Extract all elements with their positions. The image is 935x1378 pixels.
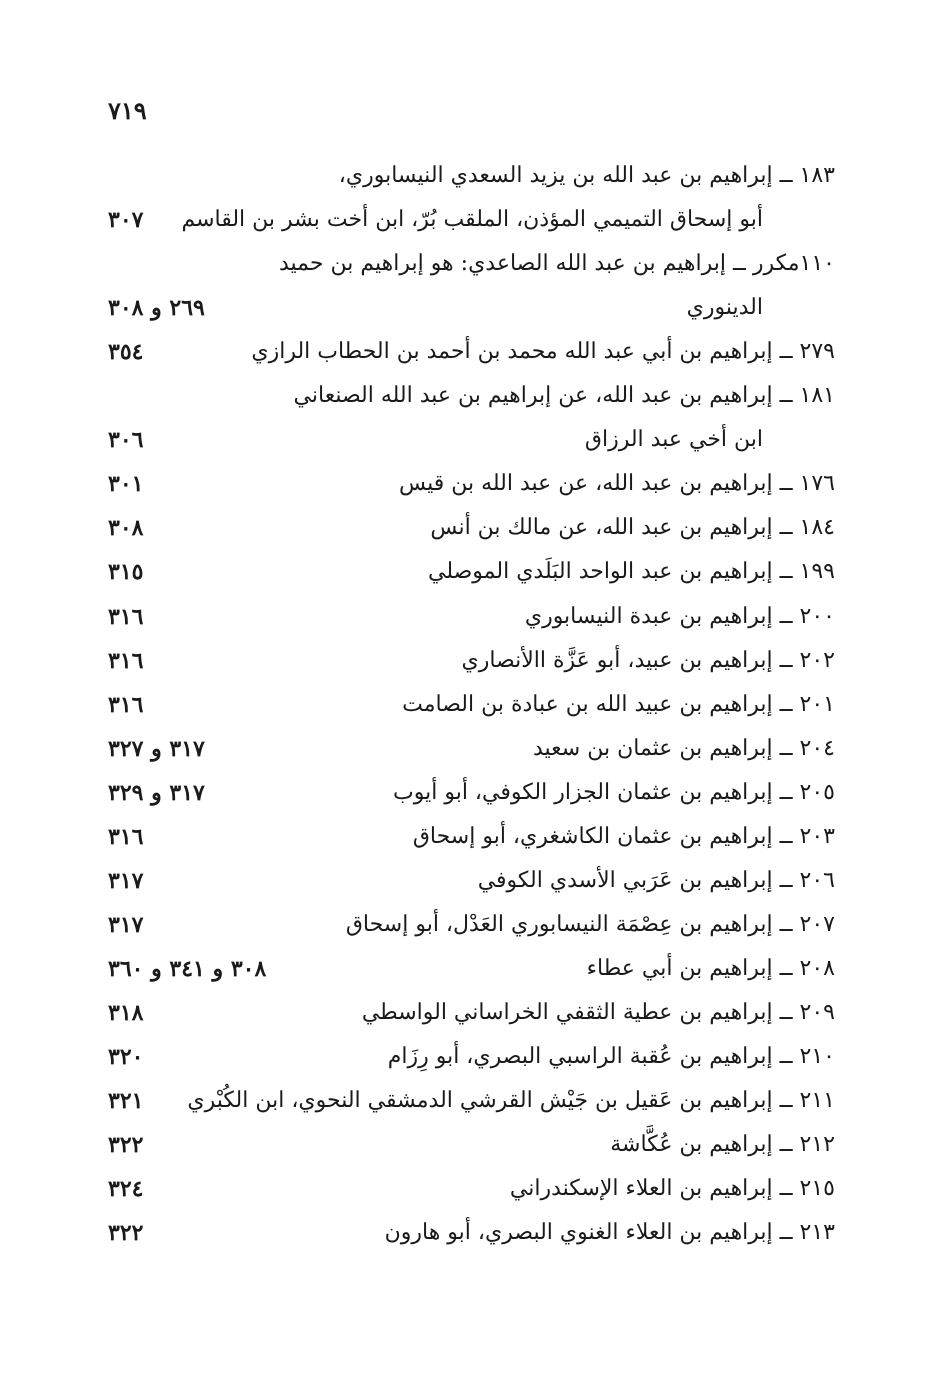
index-entry bbox=[100, 905, 835, 945]
entry-text: ٢٠٣ ــ إبراهيم بن عثمان الكاشغري، أبو إسحاق bbox=[412, 824, 835, 849]
entry-pages: ٣٢٤ bbox=[108, 1176, 144, 1202]
page-number: ٧١٩ bbox=[108, 96, 147, 125]
entry-text: ٢٠٠ ــ إبراهيم بن عبدة النيسابوري bbox=[524, 604, 835, 629]
entry-text: ٢١٣ ــ إبراهيم بن العلاء الغنوي البصري، أبو هارون bbox=[384, 1220, 835, 1245]
entry-pages: ٣١٧ و ٣٢٩ bbox=[108, 780, 205, 806]
index-entry bbox=[100, 861, 835, 901]
entry-pages: ٣١٦ bbox=[108, 824, 144, 850]
index-entry bbox=[100, 288, 835, 328]
entry-text: ٢٠٥ ــ إبراهيم بن عثمان الجزار الكوفي، أبو أيوب bbox=[393, 780, 835, 805]
index-entry bbox=[100, 508, 835, 548]
entry-text: ٢٠١ ــ إبراهيم بن عبيد الله بن عبادة بن الصامت bbox=[402, 692, 835, 717]
entry-text: ١٨٤ ــ إبراهيم بن عبد الله، عن مالك بن أنس bbox=[430, 515, 835, 540]
index-entry bbox=[100, 729, 835, 769]
entry-pages: ٣٢٢ bbox=[108, 1220, 144, 1246]
index-entry bbox=[100, 949, 835, 989]
index-entry bbox=[100, 685, 835, 725]
entry-pages: ٣١٧ و ٣٢٧ bbox=[108, 736, 205, 762]
entry-text: ١٩٩ ــ إبراهيم بن عبد الواحد البَلَدي الموصلي bbox=[428, 559, 835, 584]
index-entry bbox=[100, 1125, 835, 1165]
entry-text: ٢١٥ ــ إبراهيم بن العلاء الإسكندراني bbox=[509, 1176, 835, 1201]
index-entry bbox=[100, 993, 835, 1033]
index-entry bbox=[100, 641, 835, 681]
entry-text: ١٧٦ ــ إبراهيم بن عبد الله، عن عبد الله بن قيس bbox=[399, 471, 835, 496]
entry-pages: ٢٦٩ و ٣٠٨ bbox=[108, 295, 205, 321]
entry-pages: ٣٥٤ bbox=[108, 339, 144, 365]
index-entry bbox=[100, 156, 835, 196]
entry-text: ٢٧٩ ــ إبراهيم بن أبي عبد الله محمد بن أحمد بن الحطاب الرازي bbox=[251, 339, 835, 364]
index-entry bbox=[100, 773, 835, 813]
index-entry bbox=[100, 200, 835, 240]
entry-pages: ٣١٥ bbox=[108, 559, 144, 585]
entry-pages: ٣١٧ bbox=[108, 912, 144, 938]
entry-text: ١٨١ ــ إبراهيم بن عبد الله، عن إبراهيم بن عبد الله الصنعاني bbox=[293, 383, 835, 408]
entry-pages: ٣٢١ bbox=[108, 1088, 144, 1114]
entry-pages: ٣١٨ bbox=[108, 1000, 144, 1026]
entry-text: ابن أخي عبد الرزاق bbox=[584, 427, 763, 452]
entry-pages: ٣٠٦ bbox=[108, 427, 144, 453]
entry-pages: ٣٢٠ bbox=[108, 1044, 144, 1070]
entry-pages: ٣١٦ bbox=[108, 604, 144, 630]
entry-text: ٢٠٤ ــ إبراهيم بن عثمان بن سعيد bbox=[533, 736, 835, 761]
entry-text: ٢١١ ــ إبراهيم بن عَقيل بن جَيْش القرشي الدمشقي النحوي، ابن الكُبْري bbox=[187, 1088, 835, 1113]
entry-text: ٢١٠ ــ إبراهيم بن عُقبة الراسبي البصري، أبو رِزَام bbox=[387, 1044, 835, 1069]
entry-text: ١٨٣ ــ إبراهيم بن عبد الله بن يزيد السعدي النيسابوري، bbox=[338, 163, 835, 188]
index-entry bbox=[100, 464, 835, 504]
entry-text: الدينوري bbox=[686, 295, 763, 320]
entry-pages: ٣٠١ bbox=[108, 471, 144, 497]
index-entry bbox=[100, 1213, 835, 1253]
entry-pages: ٣١٦ bbox=[108, 692, 144, 718]
entry-text: ٢٠٨ ــ إبراهيم بن أبي عطاء bbox=[586, 956, 835, 981]
entry-pages: ٣٠٨ و ٣٤١ و ٣٦٠ bbox=[108, 956, 267, 982]
index-entry bbox=[100, 332, 835, 372]
index-entry bbox=[100, 1169, 835, 1209]
index-entry bbox=[100, 1037, 835, 1077]
entry-pages: ٣٢٢ bbox=[108, 1132, 144, 1158]
entry-text: ١١٠مكرر ــ إبراهيم بن عبد الله الصاعدي: هو إبراهيم بن حميد bbox=[278, 251, 835, 276]
entry-pages: ٣٠٧ bbox=[108, 207, 144, 233]
entry-pages: ٣١٦ bbox=[108, 648, 144, 674]
index-entry bbox=[100, 552, 835, 592]
index-entry bbox=[100, 244, 835, 284]
entry-text: ٢١٢ ــ إبراهيم بن عُكَّاشة bbox=[610, 1132, 835, 1157]
entry-text: ٢٠٢ ــ إبراهيم بن عبيد، أبو عَزَّة االأنصاري bbox=[461, 648, 835, 673]
entry-text: ٢٠٦ ــ إبراهيم بن عَرَبي الأسدي الكوفي bbox=[477, 868, 835, 893]
entry-text: ٢٠٧ ــ إبراهيم بن عِصْمَة النيسابوري العَدْل، أبو إسحاق bbox=[345, 912, 835, 937]
index-entry bbox=[100, 817, 835, 857]
index-entry bbox=[100, 376, 835, 416]
index-entry bbox=[100, 1081, 835, 1121]
entry-pages: ٣٠٨ bbox=[108, 515, 144, 541]
entry-pages: ٣١٧ bbox=[108, 868, 144, 894]
entry-text: أبو إسحاق التميمي المؤذن، الملقب بُرّ، ابن أخت بشر بن القاسم bbox=[181, 207, 763, 232]
index-entry bbox=[100, 420, 835, 460]
entry-text: ٢٠٩ ــ إبراهيم بن عطية الثقفي الخراساني الواسطي bbox=[361, 1000, 835, 1025]
index-entry bbox=[100, 597, 835, 637]
